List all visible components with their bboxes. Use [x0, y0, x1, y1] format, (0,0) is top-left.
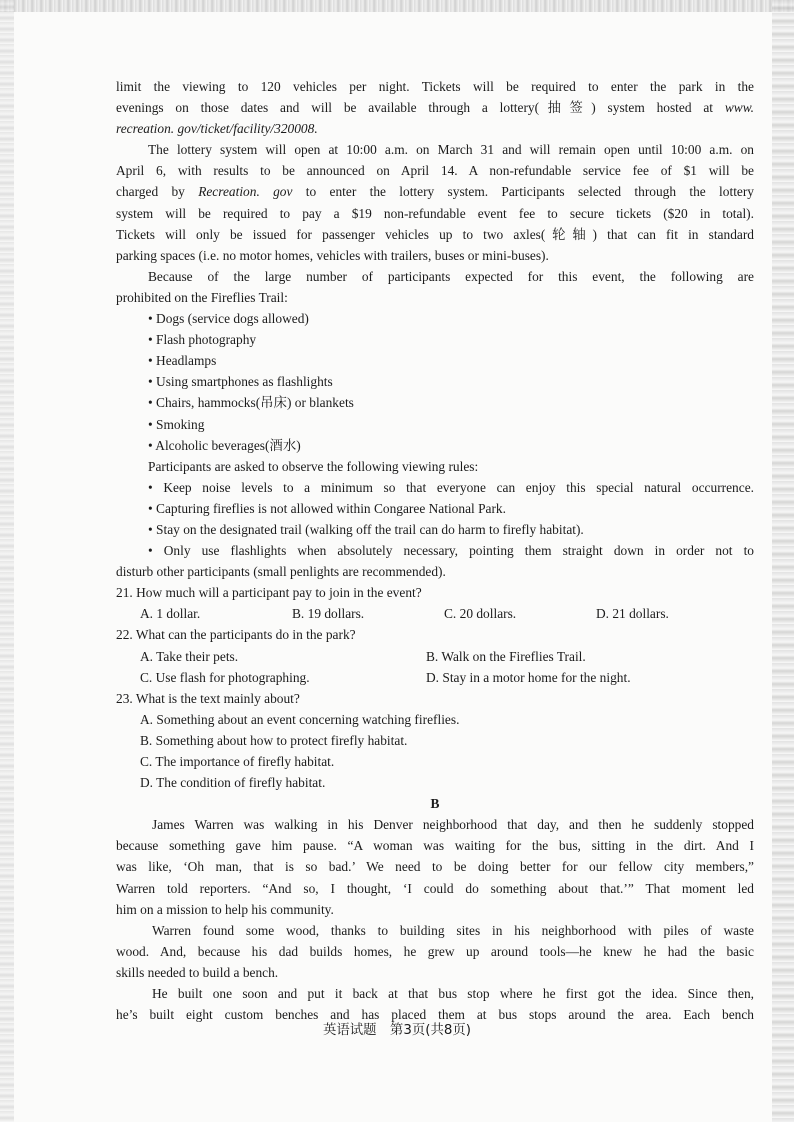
passage-line: Because of the large number of participants expected for this event, the following are	[148, 268, 754, 284]
prohibited-item: • Dogs (service dogs allowed)	[148, 311, 309, 327]
passage-text: to enter the lottery system. Participants selected through the lottery	[305, 184, 754, 200]
passage-line: because something gave him pause. “A woman was waiting for the bus, sitting in the dirt. And I	[116, 838, 754, 854]
passage-line: He built one soon and put it back at that bus stop where he first got the idea. Since then,	[152, 986, 754, 1002]
question-options	[116, 646, 754, 667]
site-name: Recreation. gov	[198, 184, 293, 200]
passage-text: charged by	[116, 184, 185, 200]
prohibited-item: • Using smartphones as flashlights	[148, 374, 333, 390]
passage-line: Warren found some wood, thanks to building sites in his neighborhood with piles of waste	[152, 922, 754, 938]
option-a: A. Something about an event concerning watching fireflies.	[140, 711, 460, 727]
option-c: C. 20 dollars.	[444, 606, 517, 622]
passage-line: skills needed to build a bench.	[116, 964, 279, 980]
passage-line	[116, 181, 754, 202]
passage-line: was like, ‘Oh man, that is so bad.’ We need to be doing better for our fellow city members,”	[116, 859, 754, 875]
passage-line	[116, 97, 754, 118]
passage-line: wood. And, because his dad builds homes, he grew up around tools—he knew he had the basic	[116, 943, 754, 959]
scan-edge-right	[772, 0, 794, 1122]
prohibited-item: • Headlamps	[148, 353, 217, 369]
passage-line: parking spaces (i.e. no motor homes, vehicles with trailers, buses or mini-buses).	[116, 247, 549, 263]
option-b: B. Something about how to protect firefly habitat.	[140, 732, 408, 748]
passage-line: he’s built eight custom benches and has placed them at bus stops around the area. Each bench	[116, 1007, 754, 1023]
url-line: recreation. gov/ticket/facility/320008.	[116, 121, 318, 137]
question-stem: 21. How much will a participant pay to join in the event?	[116, 585, 422, 601]
option-d: D. 21 dollars.	[596, 606, 669, 622]
rule-item: • Keep noise levels to a minimum so that everyone can enjoy this special natural occurrence.	[148, 479, 754, 495]
passage-line: limit the viewing to 120 vehicles per night. Tickets will be required to enter the park in the	[116, 79, 754, 94]
option-a: A. Take their pets.	[140, 648, 239, 664]
option-d: D. Stay in a motor home for the night.	[426, 669, 631, 685]
prohibited-item: • Chairs, hammocks(吊床) or blankets	[148, 395, 354, 411]
rule-item: • Only use flashlights when absolutely necessary, pointing them straight down in order not to	[148, 543, 754, 559]
prohibited-item: • Smoking	[148, 416, 205, 432]
scan-edge-top	[0, 0, 794, 12]
passage-line: James Warren was walking in his Denver neighborhood that day, and then he suddenly stopped	[152, 817, 754, 833]
question-stem: 22. What can the participants do in the park?	[116, 627, 356, 643]
passage-line: system will be required to pay a $19 non-refundable event fee to secure tickets ($20 in total).	[116, 205, 754, 221]
option-c: C. Use flash for photographing.	[140, 669, 310, 685]
rule-item: • Capturing fireflies is not allowed within Congaree National Park.	[148, 500, 506, 516]
passage-line: Warren told reporters. “And so, I thought, ‘I could do something about that.’” That moment led	[116, 880, 754, 896]
passage-line: prohibited on the Fireflies Trail:	[116, 289, 288, 305]
passage-line: The lottery system will open at 10:00 a.m. on March 31 and will remain open until 10:00 a.m. on	[148, 142, 754, 158]
section-title: B	[430, 796, 440, 812]
scan-edge-left	[0, 0, 14, 1122]
page-content	[116, 76, 754, 1025]
option-a: A. 1 dollar.	[140, 606, 201, 622]
question-options	[116, 667, 754, 688]
question-stem: 23. What is the text mainly about?	[116, 690, 300, 706]
prohibited-item: • Flash photography	[148, 332, 257, 348]
rule-item-continued: disturb other participants (small penlights are recommended).	[116, 564, 446, 580]
prohibited-item: • Alcoholic beverages(酒水)	[148, 437, 301, 453]
passage-line: April 6, with results to be announced on April 14. A non-refundable service fee of $1 will be	[116, 163, 754, 179]
option-b: B. 19 dollars.	[292, 606, 365, 622]
question-options	[116, 603, 754, 624]
option-d: D. The condition of firefly habitat.	[140, 775, 326, 791]
option-b: B. Walk on the Fireflies Trail.	[426, 648, 586, 664]
rules-intro: Participants are asked to observe the following viewing rules:	[148, 458, 479, 474]
option-c: C. The importance of firefly habitat.	[140, 754, 335, 769]
url-text: www.	[724, 100, 754, 116]
page-footer: 英语试题 第3页(共8页)	[322, 1023, 471, 1038]
passage-text: evenings on those dates and will be available through a lottery(抽签) system hosted at	[116, 100, 714, 116]
rule-item: • Stay on the designated trail (walking off the trail can do harm to firefly habitat).	[148, 521, 584, 537]
passage-line: him on a mission to help his community.	[116, 901, 334, 917]
passage-line: Tickets will only be issued for passenger vehicles up to two axles(轮轴) that can fit in standard	[116, 226, 754, 242]
